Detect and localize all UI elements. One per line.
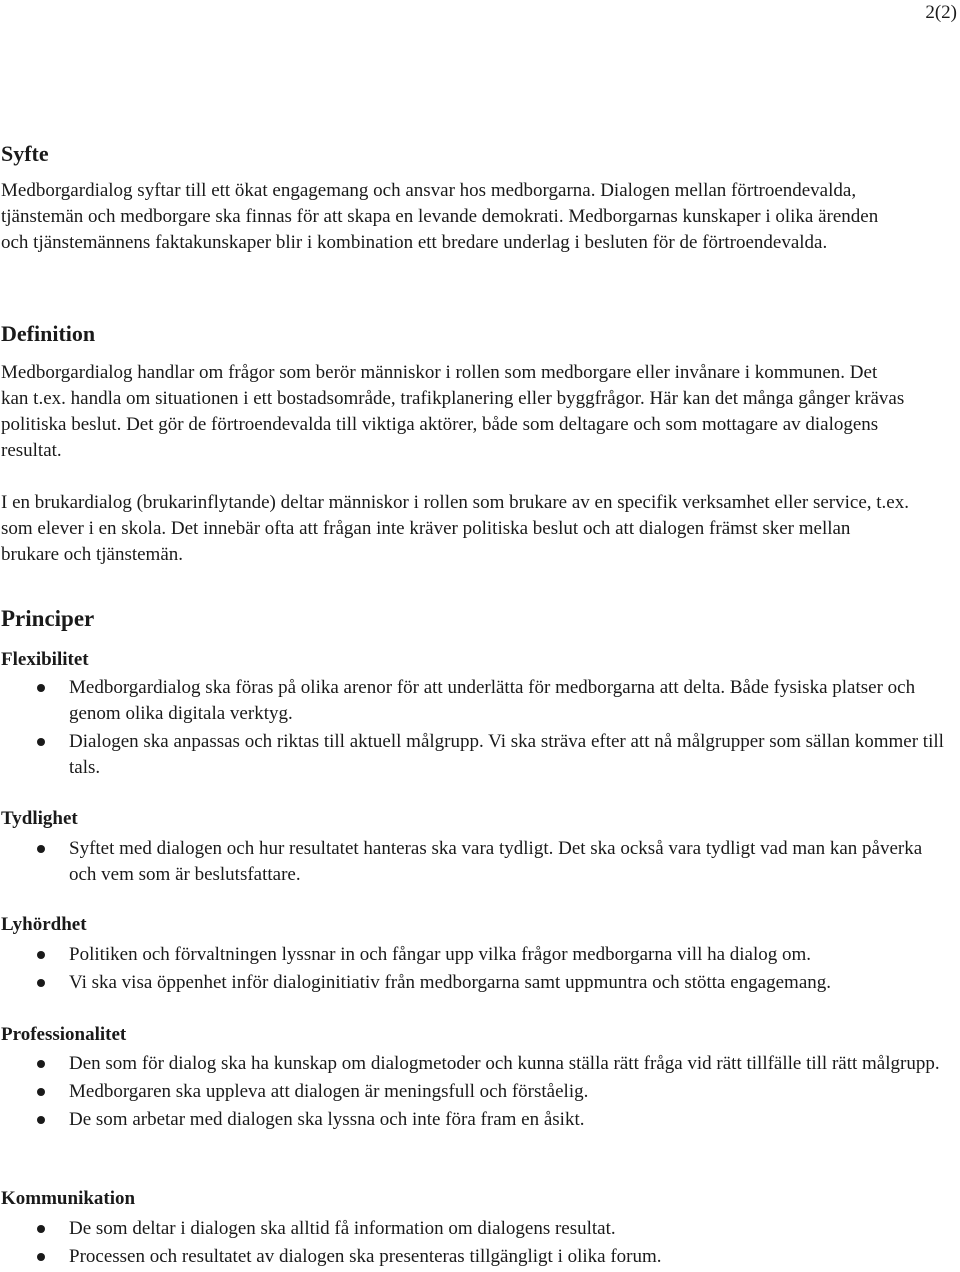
list-item-text: Syftet med dialogen och hur resultatet hanteras ska vara tydligt. Det ska också vara tydligt vad man kan påverka och vem som är beslutsfattare. [69,838,923,885]
subheading-kommunikation: Kommunikation [1,1188,136,1209]
subheading-flexibilitet: Flexibilitet [1,649,89,670]
list-item [0,1216,954,1242]
bullet-icon [37,684,45,692]
list-lyhordhet [0,942,960,998]
bullet-icon [37,1116,45,1124]
bullet-icon [37,1088,45,1096]
list-item [0,1079,954,1105]
list-kommunikation [0,1216,960,1272]
list-item [0,1244,954,1270]
list-item-text: Politiken och förvaltningen lyssnar in och fångar upp vilka frågor medborgarna vill ha dialog om. [69,944,812,965]
list-tydlighet [0,836,960,890]
list-flexibilitet [0,675,960,783]
bullet-icon [37,979,45,987]
definition-paragraph-1: Medborgardialog handlar om frågor som berör människor i rollen som medborgare eller invånare i kommunen. Det kan t.ex. handla om situationen i ett bostadsområde, trafikplanering eller byggfrågor. Här kan det många gånger krävas politiska beslut. Det gör de förtroendevalda till viktiga aktörer, både som deltagare och som mottagare av dialogens resultat. [1,362,905,461]
list-item [0,729,954,781]
list-item [0,942,960,968]
list-item-text: De som deltar i dialogen ska alltid få information om dialogens resultat. [69,1218,616,1239]
subheading-tydlighet: Tydlighet [1,808,78,829]
subheading-professionalitet: Professionalitet [1,1024,127,1045]
list-item [0,1051,954,1077]
heading-principer: Principer [1,606,95,631]
bullet-icon [37,951,45,959]
list-item [0,1107,954,1133]
list-item-text: Medborgardialog ska föras på olika arenor för att underlätta för medborgarna att delta. Både fysiska platser och genom olika digitala verktyg. [69,677,916,724]
bullet-icon [37,738,45,746]
list-item-text: Processen och resultatet av dialogen ska presenteras tillgängligt i olika forum. [69,1246,662,1267]
subheading-lyhordhet: Lyhördhet [1,914,87,935]
bullet-icon [37,1253,45,1261]
list-item-text: Dialogen ska anpassas och riktas till aktuell målgrupp. Vi ska sträva efter att nå målgrupper som sällan kommer till tals. [69,731,944,778]
list-item [0,836,954,888]
definition-paragraph-2: I en brukardialog (brukarinflytande) deltar människor i rollen som brukare av en specifik verksamhet eller service, t.ex. som elever i en skola. Det innebär ofta att frågan inte kräver politiska beslut och att dialogen främst sker mellan brukare och tjänstemän. [1,492,909,565]
bullet-icon [37,1060,45,1068]
page-number: 2(2) [925,2,957,23]
list-item [0,970,960,996]
list-item-text: Medborgaren ska uppleva att dialogen är meningsfull och förståelig. [69,1081,589,1102]
bullet-icon [37,1225,45,1233]
list-item-text: Den som för dialog ska ha kunskap om dialogmetoder och kunna ställa rätt fråga vid rätt tillfälle till rätt målgrupp. [69,1053,940,1074]
heading-syfte: Syfte [1,141,49,166]
list-item [0,675,954,727]
syfte-paragraph: Medborgardialog syftar till ett ökat engagemang och ansvar hos medborgarna. Dialogen mellan förtroendevalda, tjänstemän och medborgare ska finnas för att skapa en levande demokrati. Medborgarnas kunskaper i olika ärenden och tjänstemännens faktakunskaper blir i kombination ett bredare underlag i besluten för de förtroendevalda. [1,180,879,253]
bullet-icon [37,845,45,853]
list-professionalitet [0,1051,960,1135]
list-item-text: De som arbetar med dialogen ska lyssna och inte föra fram en åsikt. [69,1109,585,1130]
list-item-text: Vi ska visa öppenhet inför dialoginitiativ från medborgarna samt uppmuntra och stötta engagemang. [69,972,832,993]
heading-definition: Definition [1,321,96,346]
